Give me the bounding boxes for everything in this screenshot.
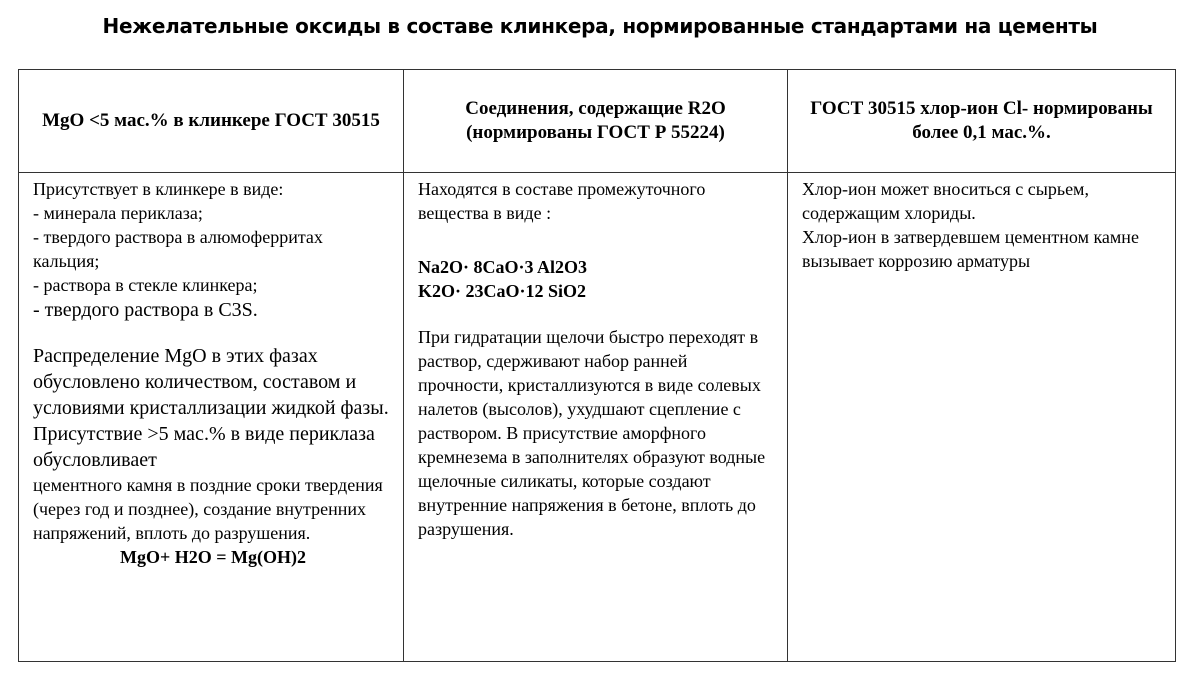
mgo-consequence-text: цементного камня в поздние сроки твердения (через год и позднее), создание внутренних напряжений, вплоть до разрушения. [33,475,383,543]
cell-mgo [19,173,404,662]
header-chloride: ГОСТ 30515 хлор-ион Cl- нормированы более 0,1 мас.%. [788,70,1176,173]
chloride-source-text: Хлор-ион может вноситься с сырьем, содержащим хлориды. [802,179,1089,223]
table-body-row [19,173,1176,662]
chloride-effect-text: Хлор-ион в затвердевшем цементном камне вызывает коррозию арматуры [802,227,1139,271]
header-mgo: MgO <5 мас.% в клинкере ГОСТ 30515 [19,70,404,173]
cell-r2o [404,173,788,662]
table-header-row [19,70,1176,173]
mgo-list-item: - твердого раствора в C3S. [33,299,258,321]
mgo-list-item: - твердого раствора в алюмоферритах кальция; [33,227,323,271]
header-r2o: Соединения, содержащие R2O (нормированы ГОСТ Р 55224) [404,70,788,173]
mgo-distribution-text: Распределение MgO в этих фазах обусловлено количеством, составом и условиями кристаллизации жидкой фазы. Присутствие >5 мас.% в виде периклаза обусловливает [33,345,389,471]
page-title: Нежелательные оксиды в составе клинкера, нормированные стандартами на цементы [102,14,1098,38]
mgo-list-item: - раствора в стекле клинкера; [33,275,258,295]
oxides-table [18,69,1176,662]
r2o-hydration-text: При гидратации щелочи быстро переходят в раствор, сдерживают набор ранней прочности, кристаллизуются в виде солевых налетов (высолов), ухудшают сцепление с раствором. В присутствие аморфного кремнезема в заполнителях образуют водные щелочные силикаты, которые создают внутренние напряжения в бетоне, вплоть до разрушения. [418,327,766,539]
r2o-formula-sodium: Na2O· 8CaO·3 Al2O3 [418,257,588,277]
mgo-list-intro: Присутствует в клинкере в виде: [33,179,284,199]
r2o-formula-potassium: K2O· 23CaO·12 SiO2 [418,281,587,301]
r2o-intro-text: Находятся в составе промежуточного вещества в виде : [418,179,706,223]
cell-chloride [788,173,1176,662]
mgo-formula: MgO+ H2O = Mg(OH)2 [120,547,306,567]
mgo-list-item: - минерала периклаза; [33,203,203,223]
